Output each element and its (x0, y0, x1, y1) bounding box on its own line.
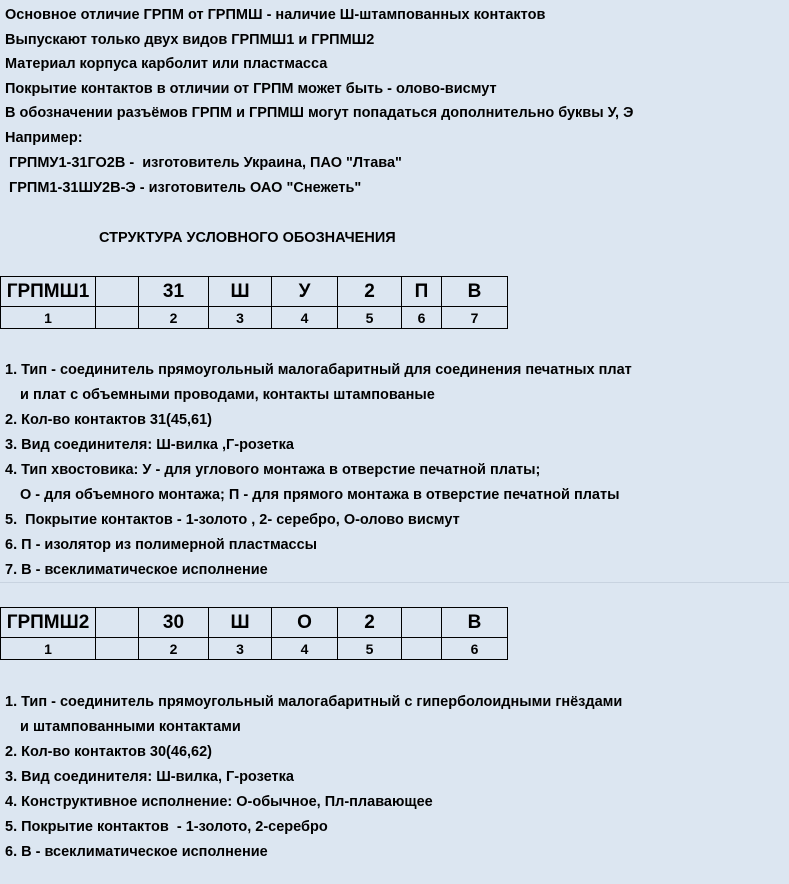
table-cell: 31 (139, 277, 209, 307)
table-cell (96, 608, 139, 638)
table-cell (402, 608, 442, 638)
table-cell: 2 (338, 608, 402, 638)
table-cell: Ш (209, 277, 272, 307)
table-cell: 4 (272, 307, 338, 329)
structure-table-2 (0, 607, 508, 660)
table-cell: 6 (402, 307, 442, 329)
intro-line-1: Основное отличие ГРПМ от ГРПМШ - наличие Ш-штампованных контактов (5, 7, 546, 23)
table-cell: О (272, 608, 338, 638)
list2-item: 6. В - всеклиматическое исполнение (5, 844, 268, 860)
divider (0, 582, 789, 583)
table-cell: 5 (338, 307, 402, 329)
table-cell: 2 (139, 638, 209, 660)
table-cell: ГРПМШ2 (1, 608, 96, 638)
table-cell: 30 (139, 608, 209, 638)
table-cell: 6 (442, 638, 508, 660)
list1-item: 2. Кол-во контактов 31(45,61) (5, 412, 213, 428)
example-line-2: ГРПМ1-31ШУ2В-Э - изготовитель ОАО "Снежеть" (5, 180, 362, 196)
intro-line-3: Материал корпуса карболит или пластмасса (5, 56, 328, 72)
list1-item: и плат с объемными проводами, контакты штампованые (20, 387, 435, 403)
table-cell (96, 307, 139, 329)
table-row (1, 638, 508, 660)
table-row (1, 608, 508, 638)
intro-line-5: В обозначении разъёмов ГРПМ и ГРПМШ могут попадаться дополнительно буквы У, Э (5, 105, 634, 121)
table-cell: 2 (338, 277, 402, 307)
table-cell: ГРПМШ1 (1, 277, 96, 307)
table-cell: 1 (1, 307, 96, 329)
table-cell: 2 (139, 307, 209, 329)
list2-item: 2. Кол-во контактов 30(46,62) (5, 744, 213, 760)
list2-item: и штампованными контактами (20, 719, 241, 735)
table-cell: 3 (209, 638, 272, 660)
table-cell (96, 277, 139, 307)
table-cell (96, 638, 139, 660)
table-cell: 1 (1, 638, 96, 660)
list1-item: 6. П - изолятор из полимерной пластмассы (5, 537, 318, 553)
table-cell: У (272, 277, 338, 307)
intro-line-2: Выпускают только двух видов ГРПМШ1 и ГРПМШ2 (5, 32, 375, 48)
table-cell: В (442, 277, 508, 307)
list2-item: 1. Тип - соединитель прямоугольный малогабаритный с гиперболоидными гнёздами (5, 694, 623, 710)
list2-item: 3. Вид соединителя: Ш-вилка, Г-розетка (5, 769, 294, 785)
table-cell: 4 (272, 638, 338, 660)
intro-line-6: Например: (5, 130, 83, 146)
table-cell (402, 638, 442, 660)
list2-item: 4. Конструктивное исполнение: О-обычное, Пл-плавающее (5, 794, 433, 810)
table-cell: 3 (209, 307, 272, 329)
list1-item: 7. В - всеклиматическое исполнение (5, 562, 268, 578)
list1-item: 5. Покрытие контактов - 1-золото , 2- серебро, О-олово висмут (5, 512, 460, 528)
list1-item: 4. Тип хвостовика: У - для углового монтажа в отверстие печатной платы; (5, 462, 541, 478)
table-cell: Ш (209, 608, 272, 638)
table-cell: 5 (338, 638, 402, 660)
list2-item: 5. Покрытие контактов - 1-золото, 2-серебро (5, 819, 328, 835)
structure-table-1 (0, 276, 508, 329)
table-cell: 7 (442, 307, 508, 329)
list1-item: 3. Вид соединителя: Ш-вилка ,Г-розетка (5, 437, 294, 453)
table-row (1, 307, 508, 329)
table-cell: В (442, 608, 508, 638)
intro-line-4: Покрытие контактов в отличии от ГРПМ может быть - олово-висмут (5, 81, 497, 97)
list1-item: 1. Тип - соединитель прямоугольный малогабаритный для соединения печатных плат (5, 362, 632, 378)
example-line-1: ГРПМУ1-31ГО2В - изготовитель Украина, ПАО "Лтава" (5, 155, 402, 171)
table-row (1, 277, 508, 307)
table-cell: П (402, 277, 442, 307)
list1-item: О - для объемного монтажа; П - для прямого монтажа в отверстие печатной платы (20, 487, 620, 503)
structure-title: СТРУКТУРА УСЛОВНОГО ОБОЗНАЧЕНИЯ (99, 230, 396, 246)
